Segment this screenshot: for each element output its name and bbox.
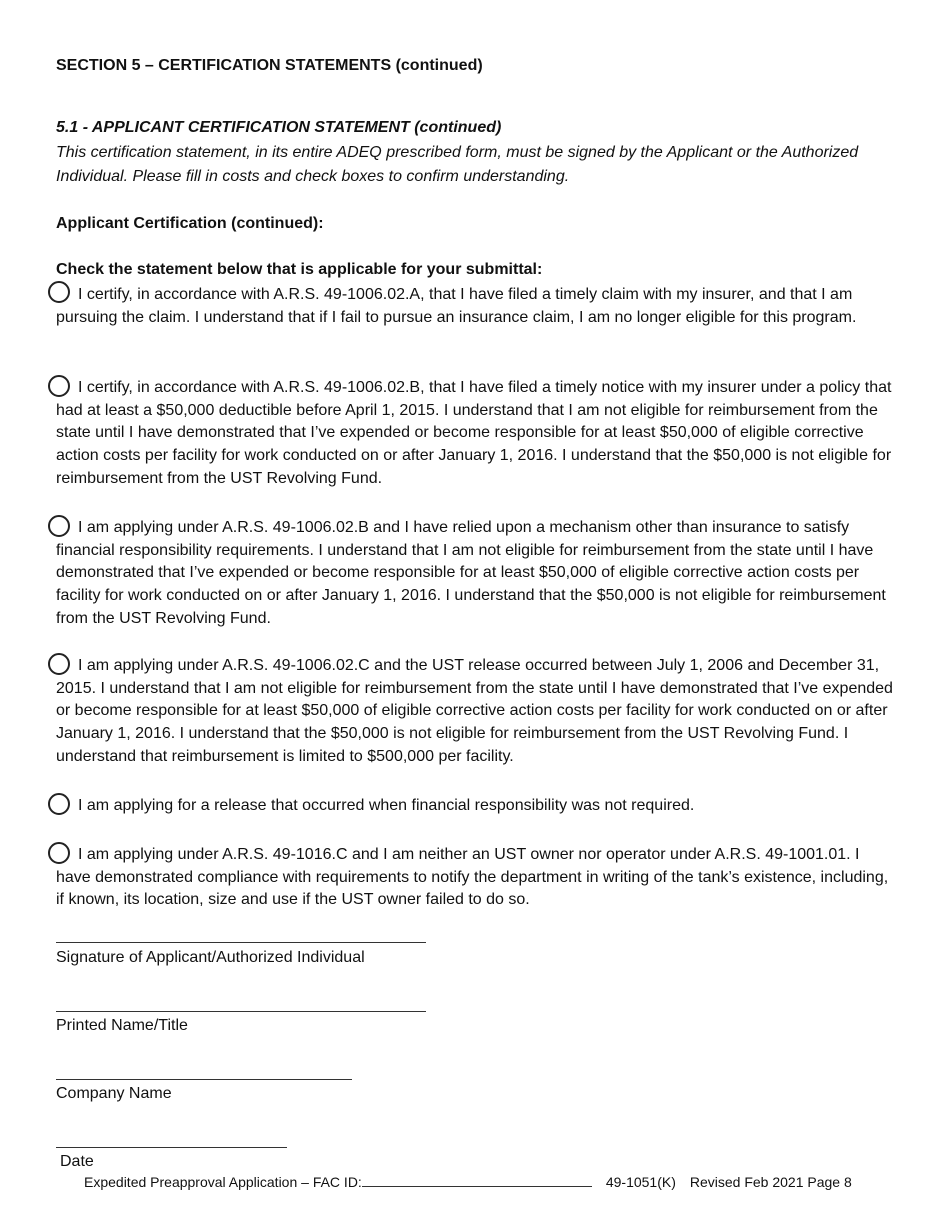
printed-name-label: Printed Name/Title <box>56 1017 188 1034</box>
page-footer <box>84 1174 852 1190</box>
signature-line[interactable] <box>56 942 426 943</box>
statement-5 <box>56 795 894 818</box>
check-heading: Check the statement below that is applicable for your submittal: <box>56 261 543 278</box>
statement-4 <box>56 655 894 769</box>
section-title: SECTION 5 – CERTIFICATION STATEMENTS (continued) <box>56 57 483 74</box>
company-name-line[interactable] <box>56 1079 352 1080</box>
statement-5-text: I am applying for a release that occurred when financial responsibility was not required. <box>78 797 695 814</box>
statement-1-text: I certify, in accordance with A.R.S. 49-1006.02.A, that I have filed a timely claim with my insurer, and that I am pursuing the claim. I understand that if I fail to pursue an insurance claim, I am no longer eligible for this program. <box>56 286 857 326</box>
date-line[interactable] <box>56 1147 287 1148</box>
signature-label: Signature of Applicant/Authorized Individual <box>56 949 365 966</box>
statement-3-text: I am applying under A.R.S. 49-1006.02.B and I have relied upon a mechanism other than insurance to satisfy financial responsibility requirements. I understand that I am not eligible for reimbursement from the state until I have demonstrated that I’ve expended or become responsible for at least $50,000 of eligible corrective action costs per facility for work conducted on or after January 1, 2016. I understand that the $50,000 is not eligible for reimbursement from the UST Revolving Fund. <box>56 519 886 627</box>
company-name-label: Company Name <box>56 1085 172 1102</box>
statement-6 <box>56 844 894 912</box>
statement-2-text: I certify, in accordance with A.R.S. 49-1006.02.B, that I have filed a timely notice with my insurer under a policy that had at least a $50,000 deductible before April 1, 2015. I understand that I am not eligible for reimbursement from the state until I have demonstrated that I’ve expended or become responsible for at least $50,000 of eligible corrective action costs per facility for work conducted on or after January 1, 2016. I understand that the $50,000 is not eligible for reimbursement from the UST Revolving Fund. <box>56 379 892 487</box>
statement-1 <box>56 284 894 329</box>
footer-app-label: Expedited Preapproval Application – FAC ID: <box>84 1174 362 1190</box>
intro-text: This certification statement, in its entire ADEQ prescribed form, must be signed by the Applicant or the Authorized Individual. Please fill in costs and check boxes to confirm understanding. <box>56 144 859 185</box>
footer-form-number: 49-1051(K) <box>605 1174 676 1190</box>
statement-2 <box>56 377 894 491</box>
statement-6-text: I am applying under A.R.S. 49-1016.C and I am neither an UST owner nor operator under A.R.S. 49-1001.01. I have demonstrated compliance with requirements to notify the department in writing of the tank’s existence, including, if known, its location, size and use if the UST owner failed to do so. <box>56 846 889 909</box>
date-label: Date <box>60 1153 94 1170</box>
footer-revised: Revised Feb 2021 Page 8 <box>689 1174 852 1190</box>
fac-id-blank[interactable] <box>362 1174 592 1187</box>
statement-3 <box>56 517 894 631</box>
printed-name-line[interactable] <box>56 1011 426 1012</box>
subsection-title: 5.1 - APPLICANT CERTIFICATION STATEMENT (continued) <box>56 119 502 136</box>
statement-4-text: I am applying under A.R.S. 49-1006.02.C and the UST release occurred between July 1, 2006 and December 31, 2015. I understand that I am not eligible for reimbursement from the state until I have demonstrated that I’ve expended or become responsible for at least $50,000 of eligible corrective action costs per facility for work conducted on or after January 1, 2016. I understand that the $50,000 is not eligible for reimbursement from the UST Revolving Fund. I understand that reimbursement is limited to $500,000 per facility. <box>56 657 893 765</box>
applicant-cert-heading: Applicant Certification (continued): <box>56 215 324 232</box>
